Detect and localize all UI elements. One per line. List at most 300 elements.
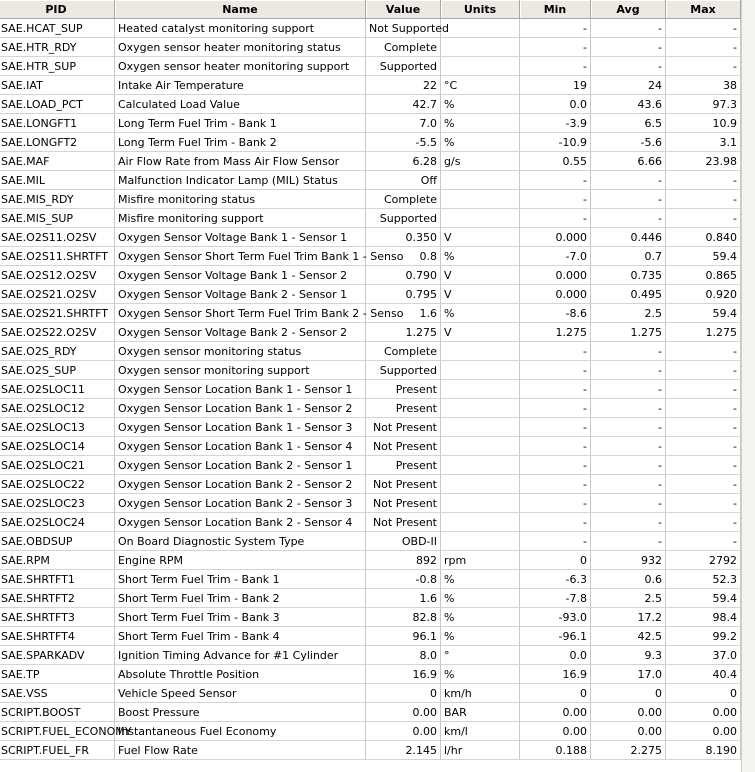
cell-name: Intake Air Temperature [115,76,366,95]
cell-value: Complete [366,38,441,57]
cell-pid: SAE.HTR_RDY [0,38,115,57]
cell-max: - [666,209,741,228]
cell-min: 19 [520,76,591,95]
cell-avg: 0.446 [591,228,666,247]
cell-pid: SAE.IAT [0,76,115,95]
cell-name: Heated catalyst monitoring support [115,19,366,38]
cell-min: - [520,456,591,475]
cell-units: V [441,266,520,285]
cell-value: 8.0 [366,646,441,665]
cell-avg: 2.5 [591,589,666,608]
cell-value: Present [366,456,441,475]
cell-min: 0.000 [520,285,591,304]
cell-units [441,361,520,380]
cell-units [441,342,520,361]
cell-units [441,38,520,57]
cell-name: Oxygen sensor heater monitoring status [115,38,366,57]
cell-units [441,209,520,228]
table-row[interactable] [0,722,754,741]
cell-units [441,418,520,437]
cell-units: V [441,323,520,342]
cell-name: Vehicle Speed Sensor [115,684,366,703]
cell-units: % [441,589,520,608]
cell-pid: SAE.O2S11.O2SV [0,228,115,247]
cell-pid: SAE.MIL [0,171,115,190]
cell-units [441,190,520,209]
cell-value: 2.145 [366,741,441,760]
cell-value: OBD-II [366,532,441,551]
cell-units [441,513,520,532]
cell-max: 0 [666,684,741,703]
table-row[interactable] [0,228,754,247]
cell-max: - [666,532,741,551]
cell-value: Not Present [366,494,441,513]
cell-max: - [666,456,741,475]
cell-min: - [520,437,591,456]
cell-pid: SAE.SPARKADV [0,646,115,665]
cell-max: 2792 [666,551,741,570]
cell-pid: SAE.LOAD_PCT [0,95,115,114]
column-header-max[interactable]: Max [666,0,741,19]
cell-avg: - [591,513,666,532]
cell-units: % [441,247,520,266]
cell-max: 59.4 [666,247,741,266]
cell-max: - [666,494,741,513]
cell-units: % [441,627,520,646]
cell-units: km/h [441,684,520,703]
cell-min: 0 [520,684,591,703]
cell-min: - [520,532,591,551]
cell-name: Air Flow Rate from Mass Air Flow Sensor [115,152,366,171]
cell-avg: - [591,475,666,494]
table-row[interactable] [0,589,754,608]
cell-pid: SAE.O2SLOC21 [0,456,115,475]
cell-name: Oxygen Sensor Voltage Bank 2 - Sensor 2 [115,323,366,342]
cell-units: % [441,570,520,589]
cell-min: 0.00 [520,722,591,741]
cell-pid: SAE.LONGFT1 [0,114,115,133]
cell-name: Oxygen Sensor Location Bank 2 - Sensor 1 [115,456,366,475]
cell-name: Oxygen Sensor Voltage Bank 1 - Sensor 2 [115,266,366,285]
column-header-value[interactable]: Value [366,0,441,19]
cell-avg: 6.66 [591,152,666,171]
cell-value: 6.28 [366,152,441,171]
cell-avg: - [591,171,666,190]
table-row[interactable] [0,19,754,38]
table-row[interactable] [0,494,754,513]
cell-pid: SAE.MIS_SUP [0,209,115,228]
cell-pid: SAE.MIS_RDY [0,190,115,209]
cell-avg: - [591,361,666,380]
grid-bottom-strip [0,760,741,772]
vertical-scrollbar[interactable] [741,0,755,772]
cell-max: - [666,513,741,532]
table-row[interactable] [0,190,754,209]
cell-pid: SAE.O2SLOC23 [0,494,115,513]
column-header-avg[interactable]: Avg [591,0,666,19]
cell-avg: - [591,437,666,456]
cell-pid: SAE.O2S21.SHRTFT [0,304,115,323]
cell-value: Not Present [366,475,441,494]
cell-value: 0.00 [366,722,441,741]
cell-avg: - [591,418,666,437]
cell-name: Misfire monitoring support [115,209,366,228]
cell-avg: - [591,342,666,361]
cell-avg: 43.6 [591,95,666,114]
table-row[interactable] [0,304,754,323]
cell-name: Oxygen Sensor Location Bank 2 - Sensor 2 [115,475,366,494]
cell-avg: 17.0 [591,665,666,684]
cell-value: Not Present [366,437,441,456]
cell-name: Long Term Fuel Trim - Bank 1 [115,114,366,133]
cell-avg: 2.275 [591,741,666,760]
cell-value: 0.350 [366,228,441,247]
cell-min: - [520,513,591,532]
cell-pid: SAE.O2S_RDY [0,342,115,361]
cell-avg: - [591,456,666,475]
cell-max: 59.4 [666,304,741,323]
cell-name: Malfunction Indicator Lamp (MIL) Status [115,171,366,190]
cell-pid: SCRIPT.FUEL_ECONOMY [0,722,115,741]
cell-value: Off [366,171,441,190]
cell-value: 0.795 [366,285,441,304]
cell-min: - [520,494,591,513]
cell-name: Oxygen Sensor Location Bank 1 - Sensor 4 [115,437,366,456]
cell-pid: SAE.MAF [0,152,115,171]
cell-value: Not Supported [366,19,441,38]
cell-value: Not Present [366,418,441,437]
table-row[interactable] [0,551,754,570]
cell-units [441,171,520,190]
table-row[interactable] [0,285,754,304]
cell-name: Short Term Fuel Trim - Bank 1 [115,570,366,589]
cell-value: 22 [366,76,441,95]
column-header-name[interactable]: Name [115,0,366,19]
cell-avg: - [591,190,666,209]
table-row[interactable] [0,513,754,532]
cell-value: Complete [366,342,441,361]
cell-units: km/l [441,722,520,741]
cell-units: % [441,665,520,684]
cell-pid: SAE.O2SLOC11 [0,380,115,399]
cell-pid: SAE.RPM [0,551,115,570]
cell-min: -10.9 [520,133,591,152]
cell-pid: SAE.LONGFT2 [0,133,115,152]
cell-name: Long Term Fuel Trim - Bank 2 [115,133,366,152]
cell-pid: SAE.SHRTFT4 [0,627,115,646]
cell-units [441,532,520,551]
cell-pid: SCRIPT.BOOST [0,703,115,722]
table-row[interactable] [0,38,754,57]
cell-min: - [520,399,591,418]
cell-pid: SAE.O2S22.O2SV [0,323,115,342]
cell-name: Ignition Timing Advance for #1 Cylinder [115,646,366,665]
cell-name: Oxygen Sensor Voltage Bank 1 - Sensor 1 [115,228,366,247]
cell-units [441,57,520,76]
cell-name: Oxygen sensor heater monitoring support [115,57,366,76]
table-row[interactable] [0,57,754,76]
cell-value: 96.1 [366,627,441,646]
cell-avg: 0.7 [591,247,666,266]
cell-avg: - [591,38,666,57]
cell-value: 16.9 [366,665,441,684]
cell-max: - [666,38,741,57]
cell-value: Supported [366,361,441,380]
cell-name: Boost Pressure [115,703,366,722]
table-row[interactable] [0,95,754,114]
cell-min: -7.8 [520,589,591,608]
cell-pid: SAE.TP [0,665,115,684]
cell-value: 1.6 [366,589,441,608]
cell-max: 37.0 [666,646,741,665]
table-row[interactable] [0,570,754,589]
cell-value: Not Present [366,513,441,532]
cell-max: 0.840 [666,228,741,247]
cell-pid: SAE.O2S12.O2SV [0,266,115,285]
cell-max: - [666,342,741,361]
cell-min: - [520,361,591,380]
cell-pid: SAE.OBDSUP [0,532,115,551]
cell-units [441,494,520,513]
cell-pid: SAE.O2SLOC22 [0,475,115,494]
cell-name: Short Term Fuel Trim - Bank 4 [115,627,366,646]
table-row[interactable] [0,133,754,152]
cell-avg: 0.00 [591,703,666,722]
cell-max: - [666,19,741,38]
cell-avg: 0.6 [591,570,666,589]
cell-name: Misfire monitoring status [115,190,366,209]
table-row[interactable] [0,247,754,266]
cell-pid: SAE.O2S11.SHRTFT [0,247,115,266]
cell-value: -0.8 [366,570,441,589]
table-row[interactable] [0,361,754,380]
cell-min: - [520,342,591,361]
column-header-pid[interactable]: PID [0,0,115,19]
table-row[interactable] [0,456,754,475]
table-row[interactable] [0,399,754,418]
cell-max: - [666,57,741,76]
cell-max: 38 [666,76,741,95]
cell-name: Oxygen Sensor Short Term Fuel Trim Bank 1 - Senso [115,247,366,266]
cell-avg: 9.3 [591,646,666,665]
cell-avg: 0.00 [591,722,666,741]
cell-units [441,19,520,38]
cell-max: 59.4 [666,589,741,608]
cell-max: 0.920 [666,285,741,304]
cell-units: V [441,285,520,304]
cell-min: -93.0 [520,608,591,627]
cell-avg: -5.6 [591,133,666,152]
cell-avg: 2.5 [591,304,666,323]
cell-units [441,475,520,494]
cell-value: 0.790 [366,266,441,285]
cell-value: 0.8 [366,247,441,266]
cell-max: - [666,190,741,209]
cell-min: 0.000 [520,266,591,285]
cell-name: Oxygen Sensor Location Bank 1 - Sensor 3 [115,418,366,437]
cell-value: Present [366,399,441,418]
cell-name: Instantaneous Fuel Economy [115,722,366,741]
cell-value: 0 [366,684,441,703]
cell-max: - [666,475,741,494]
cell-avg: 24 [591,76,666,95]
cell-units: % [441,133,520,152]
table-row[interactable] [0,741,754,760]
cell-avg: - [591,57,666,76]
cell-pid: SAE.VSS [0,684,115,703]
table-row[interactable] [0,608,754,627]
cell-units: °C [441,76,520,95]
cell-pid: SAE.O2SLOC24 [0,513,115,532]
cell-min: 0.000 [520,228,591,247]
cell-avg: - [591,19,666,38]
cell-pid: SAE.SHRTFT3 [0,608,115,627]
table-row[interactable] [0,665,754,684]
cell-value: 82.8 [366,608,441,627]
cell-avg: - [591,209,666,228]
cell-max: 0.00 [666,703,741,722]
cell-avg: 0.735 [591,266,666,285]
cell-avg: - [591,532,666,551]
cell-max: - [666,399,741,418]
cell-max: 0.00 [666,722,741,741]
cell-pid: SAE.SHRTFT2 [0,589,115,608]
cell-value: 7.0 [366,114,441,133]
cell-units: rpm [441,551,520,570]
table-row[interactable] [0,152,754,171]
cell-name: Fuel Flow Rate [115,741,366,760]
cell-pid: SAE.SHRTFT1 [0,570,115,589]
grid-header-row [0,0,754,19]
cell-max: 1.275 [666,323,741,342]
cell-min: -96.1 [520,627,591,646]
cell-name: Oxygen Sensor Voltage Bank 2 - Sensor 1 [115,285,366,304]
cell-value: 42.7 [366,95,441,114]
cell-min: - [520,209,591,228]
cell-min: 0.188 [520,741,591,760]
cell-max: 23.98 [666,152,741,171]
cell-pid: SCRIPT.FUEL_FR [0,741,115,760]
cell-value: 892 [366,551,441,570]
cell-name: Oxygen sensor monitoring status [115,342,366,361]
cell-units: BAR [441,703,520,722]
cell-name: Oxygen Sensor Location Bank 2 - Sensor 3 [115,494,366,513]
column-header-min[interactable]: Min [520,0,591,19]
cell-pid: SAE.O2SLOC12 [0,399,115,418]
cell-units: ° [441,646,520,665]
table-row[interactable] [0,380,754,399]
cell-min: - [520,171,591,190]
cell-min: - [520,475,591,494]
cell-max: 99.2 [666,627,741,646]
cell-min: 0 [520,551,591,570]
cell-name: Oxygen sensor monitoring support [115,361,366,380]
cell-units: g/s [441,152,520,171]
cell-name: Oxygen Sensor Location Bank 1 - Sensor 1 [115,380,366,399]
table-row[interactable] [0,114,754,133]
cell-name: Calculated Load Value [115,95,366,114]
cell-pid: SAE.HCAT_SUP [0,19,115,38]
table-row[interactable] [0,684,754,703]
cell-value: Present [366,380,441,399]
cell-value: 0.00 [366,703,441,722]
cell-min: 0.0 [520,95,591,114]
cell-units: V [441,228,520,247]
table-row[interactable] [0,627,754,646]
cell-min: 16.9 [520,665,591,684]
cell-avg: 6.5 [591,114,666,133]
table-row[interactable] [0,418,754,437]
cell-avg: 0.495 [591,285,666,304]
cell-units [441,380,520,399]
grid-body [0,19,754,760]
cell-max: - [666,361,741,380]
cell-units [441,399,520,418]
cell-max: 8.190 [666,741,741,760]
table-row[interactable] [0,171,754,190]
cell-max: 98.4 [666,608,741,627]
cell-units: % [441,608,520,627]
cell-min: -7.0 [520,247,591,266]
cell-value: Supported [366,57,441,76]
cell-min: - [520,190,591,209]
cell-avg: 1.275 [591,323,666,342]
cell-max: 10.9 [666,114,741,133]
cell-avg: - [591,399,666,418]
cell-min: 0.0 [520,646,591,665]
cell-pid: SAE.HTR_SUP [0,57,115,76]
cell-units [441,456,520,475]
cell-pid: SAE.O2S21.O2SV [0,285,115,304]
cell-name: On Board Diagnostic System Type [115,532,366,551]
cell-value: -5.5 [366,133,441,152]
cell-max: - [666,380,741,399]
table-row[interactable] [0,323,754,342]
cell-name: Absolute Throttle Position [115,665,366,684]
cell-avg: 0 [591,684,666,703]
cell-units: % [441,114,520,133]
cell-avg: 17.2 [591,608,666,627]
cell-min: -8.6 [520,304,591,323]
table-row[interactable] [0,209,754,228]
cell-max: - [666,437,741,456]
table-row[interactable] [0,437,754,456]
table-row[interactable] [0,475,754,494]
cell-max: 97.3 [666,95,741,114]
table-row[interactable] [0,703,754,722]
cell-min: -3.9 [520,114,591,133]
cell-avg: 932 [591,551,666,570]
cell-avg: 42.5 [591,627,666,646]
table-row[interactable] [0,532,754,551]
table-row[interactable] [0,266,754,285]
cell-name: Short Term Fuel Trim - Bank 3 [115,608,366,627]
table-row[interactable] [0,76,754,95]
cell-units: l/hr [441,741,520,760]
cell-name: Oxygen Sensor Location Bank 1 - Sensor 2 [115,399,366,418]
cell-min: 1.275 [520,323,591,342]
cell-max: 52.3 [666,570,741,589]
cell-pid: SAE.O2SLOC14 [0,437,115,456]
cell-max: 0.865 [666,266,741,285]
cell-max: - [666,418,741,437]
column-header-units[interactable]: Units [441,0,520,19]
cell-max: - [666,171,741,190]
table-row[interactable] [0,646,754,665]
table-row[interactable] [0,342,754,361]
cell-name: Oxygen Sensor Short Term Fuel Trim Bank 2 - Senso [115,304,366,323]
cell-name: Short Term Fuel Trim - Bank 2 [115,589,366,608]
